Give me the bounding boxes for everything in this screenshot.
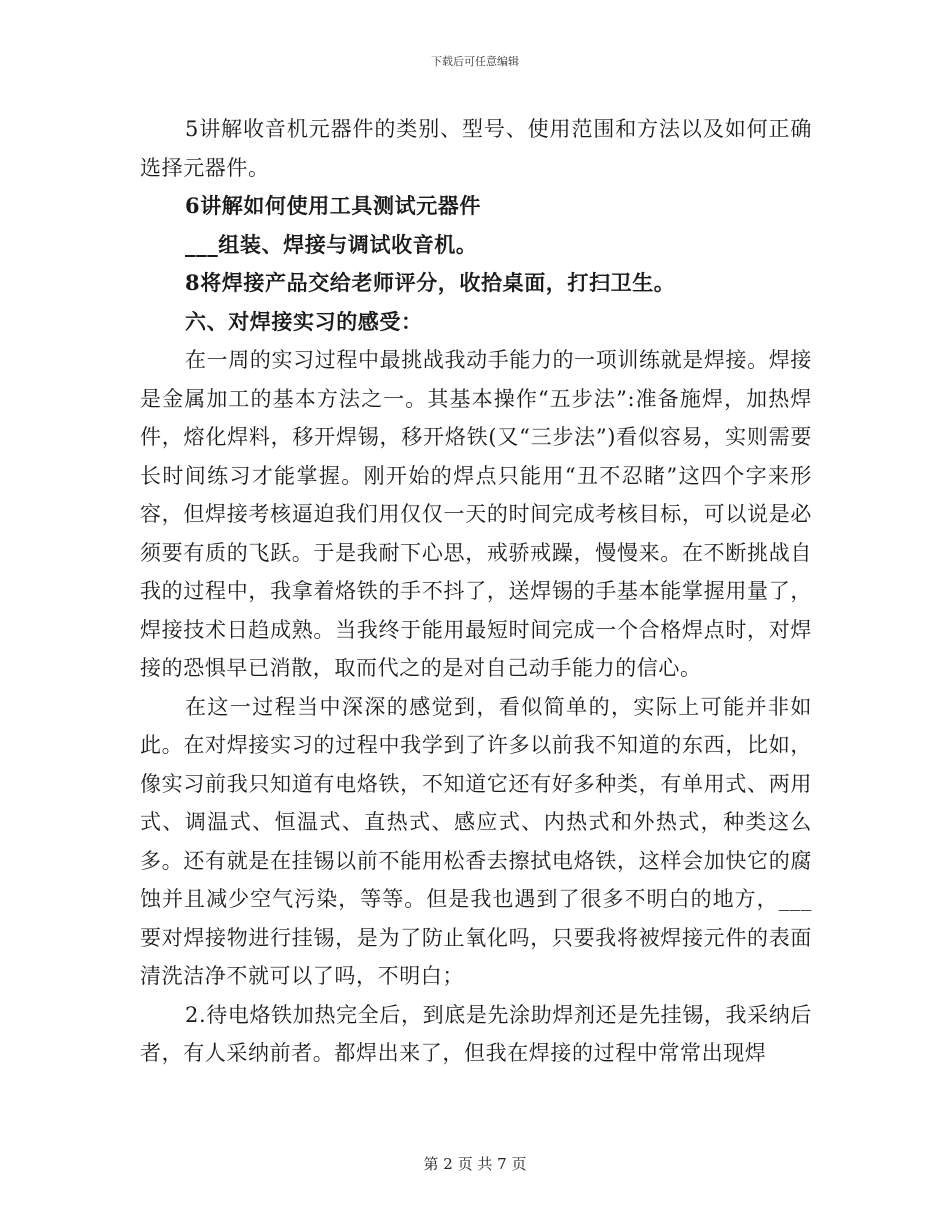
paragraph-item-7: ___组装、焊接与调试收音机。 bbox=[185, 231, 478, 257]
paragraph-item-5: 5讲解收音机元器件的类别、型号、使用范围和方法以及如何正确选择元器件。 bbox=[140, 117, 812, 180]
body-paragraph-2: 在这一过程当中深深的感觉到，看似简单的，实际上可能并非如此。在对焊接实习的过程中我学到了许多以前我不知道的东西，比如，像实习前我只知道有电烙铁，不知道它还有好多种类，有单用式、两用式、调温式、恒温式、直热式、感应式、内热式和外热式，种类这么多。还有就是在挂锡以前不能用松香去擦拭电烙铁，这样会加快它的腐蚀并且减少空气污染，等等。但是我也遇到了很多不明白的地方，___要对焊接物进行挂锡，是为了防止氧化吗，只要我将被焊接元件的表面清洗洁净不就可以了吗，不明白； bbox=[140, 694, 812, 988]
document-body bbox=[140, 110, 812, 1073]
paragraph-item-8: 8将焊接产品交给老师评分，收拾桌面，打扫卫生。 bbox=[185, 270, 676, 295]
section-heading: 六、对焊接实习的感受： bbox=[185, 308, 423, 334]
page-header-note: 下载后可任意编辑 bbox=[431, 55, 519, 68]
body-paragraph-1: 在一周的实习过程中最挑战我动手能力的一项训练就是焊接。焊接是金属加工的基本方法之一。其基本操作“五步法”:准备施焊，加热焊件，熔化焊料，移开焊锡，移开烙铁(又“三步法”)看似容易，实则需要长时间练习才能掌握。刚开始的焊点只能用“丑不忍睹”这四个字来形容，但焊接考核逼迫我们用仅仅一天的时间完成考核目标，可以说是必须要有质的飞跃。于是我耐下心思，戒骄戒躁，慢慢来。在不断挑战自我的过程中，我拿着烙铁的手不抖了，送焊锡的手基本能掌握用量了，焊接技术日趋成熟。当我终于能用最短时间完成一个合格焊点时，对焊接的恐惧早已消散，取而代之的是对自己动手能力的信心。 bbox=[140, 348, 812, 680]
paragraph-item-6: 6讲解如何使用工具测试元器件 bbox=[185, 193, 482, 218]
page-number: 第 2 页 共 7 页 bbox=[423, 1155, 527, 1173]
body-paragraph-3: 2.待电烙铁加热完全后，到底是先涂助焊剂还是先挂锡，我采纳后者，有人采纳前者。都焊出来了，但我在焊接的过程中常常出现焊 bbox=[140, 1002, 812, 1065]
